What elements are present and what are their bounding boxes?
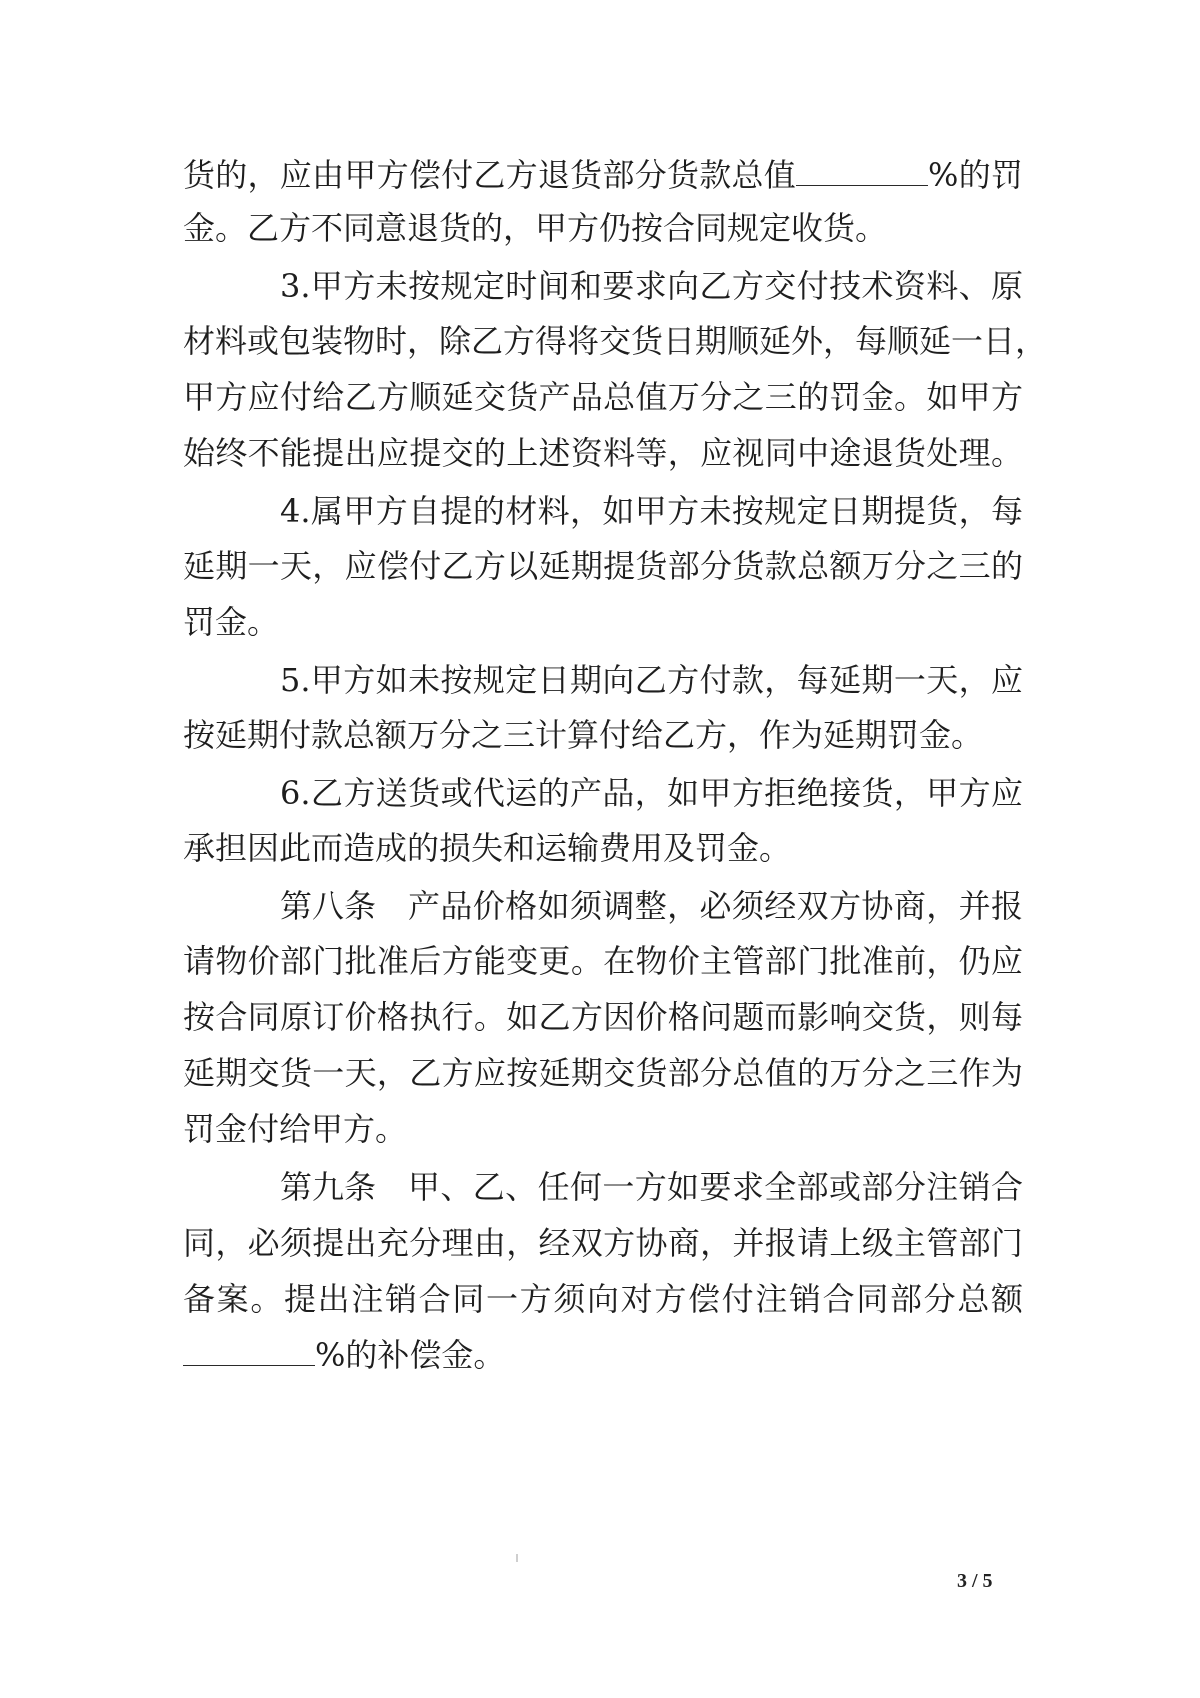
article-number: 第九条 — [280, 1168, 377, 1206]
body-line: 罚金。 — [183, 603, 280, 641]
line-text: 甲、乙、任何一方如要求全部或部分注销合 — [408, 1168, 1023, 1206]
body-line — [183, 1335, 505, 1375]
body-line: 按延期付款总额万分之三计算付给乙方，作为延期罚金。 — [183, 716, 984, 754]
line-text: 货的，应由甲方偿付乙方退货部分货款总值 — [183, 156, 797, 194]
body-line: 同，必须提出充分理由，经双方协商，并报请上级主管部门 — [183, 1224, 1023, 1262]
body-line: 金。乙方不同意退货的，甲方仍按合同规定收货。 — [183, 209, 888, 247]
body-line: 始终不能提出应提交的上述资料等，应视同中途退货处理。 — [183, 434, 1023, 472]
body-line: 请物价部门批准后方能变更。在物价主管部门批准前，仍应 — [183, 942, 1023, 980]
scan-mark — [516, 1554, 518, 1562]
body-line: 延期交货一天，乙方应按延期交货部分总值的万分之三作为 — [183, 1054, 1023, 1092]
body-line: 甲方应付给乙方顺延交货产品总值万分之三的罚金。如甲方 — [183, 378, 1023, 416]
body-line: 按合同原订价格执行。如乙方因价格问题而影响交货，则每 — [183, 998, 1023, 1036]
body-line: 4.属甲方自提的材料，如甲方未按规定日期提货，每 — [280, 492, 1023, 530]
line-text: 产品价格如须调整，必须经双方协商，并报 — [408, 887, 1023, 925]
body-line: 延期一天，应偿付乙方以延期提货部分货款总额万分之三的 — [183, 547, 1023, 585]
body-line — [183, 155, 1023, 195]
page-number: 3 / 5 — [957, 1570, 993, 1592]
body-line: 承担因此而造成的损失和运输费用及罚金。 — [183, 829, 792, 867]
line-text: %的罚 — [928, 156, 1023, 194]
body-line: 备案。提出注销合同一方须向对方偿付注销合同部分总额 — [183, 1280, 1023, 1318]
body-line: 材料或包装物时，除乙方得将交货日期顺延外，每顺延一日， — [183, 322, 1048, 360]
article-number: 第八条 — [280, 887, 377, 925]
body-line: 3.甲方未按规定时间和要求向乙方交付技术资料、原 — [280, 267, 1023, 305]
body-line: 5.甲方如未按规定日期向乙方付款，每延期一天，应 — [280, 661, 1023, 699]
line-text: %的补偿金。 — [315, 1336, 506, 1374]
fill-in-blank — [796, 155, 928, 186]
article-heading-line — [280, 1167, 1023, 1207]
body-line: 6.乙方送货或代运的产品，如甲方拒绝接货，甲方应 — [280, 774, 1023, 812]
article-heading-line — [280, 886, 1023, 926]
fill-in-blank — [183, 1335, 315, 1366]
body-line: 罚金付给甲方。 — [183, 1110, 408, 1148]
